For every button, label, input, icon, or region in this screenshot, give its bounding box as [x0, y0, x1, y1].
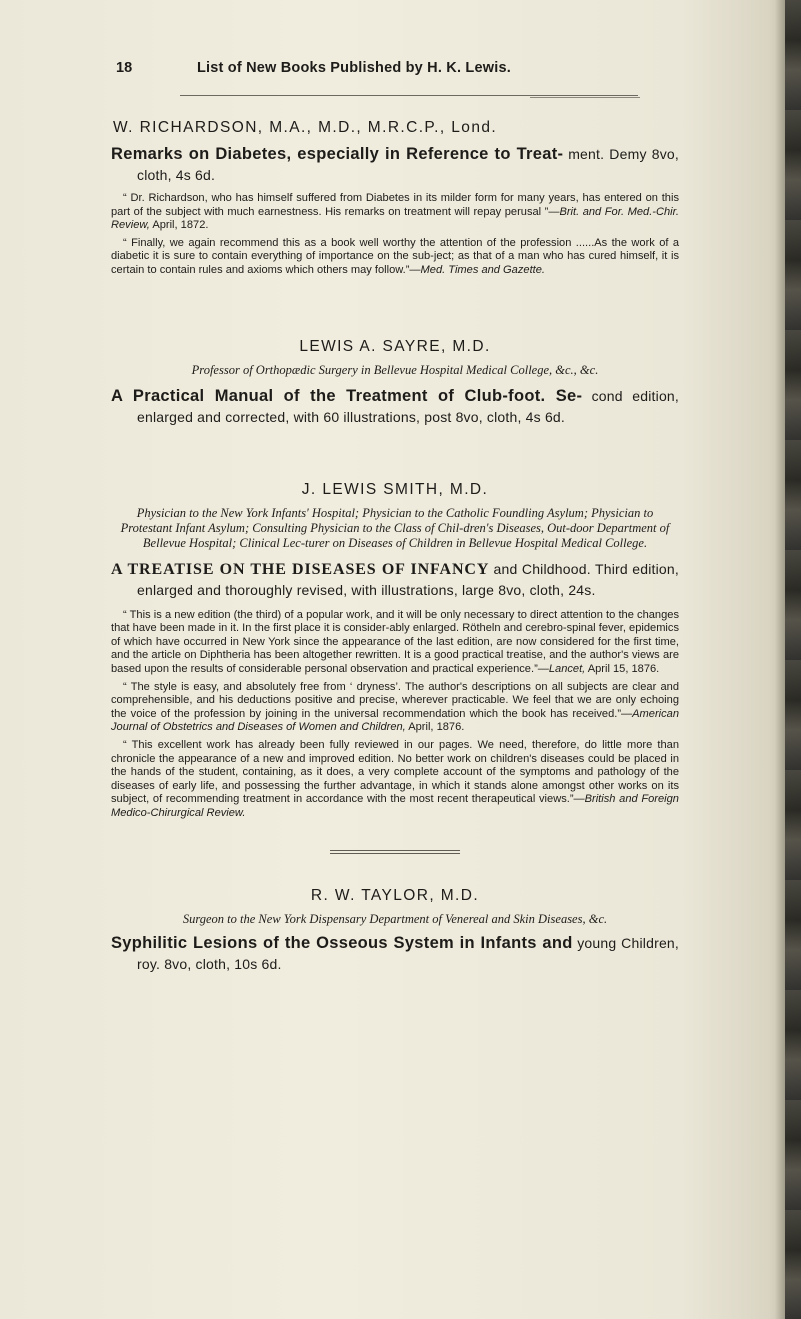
page-content	[111, 118, 679, 975]
page-number: 18	[116, 60, 133, 76]
spacer	[111, 820, 679, 850]
quote-tail: April, 1876.	[405, 721, 465, 734]
author-heading: LEWIS A. SAYRE, M.D.	[299, 337, 491, 355]
quote-source: Lancet,	[548, 662, 586, 675]
author-heading: J. LEWIS SMITH, M.D.	[301, 480, 489, 498]
quote-text: “ The style is easy, and absolutely free from ‘ dryness’. The author's descriptions on all subjects are clear and comprehensible, and his deductions positive and precise, wherever practicable. We feel that we are only echoing the voice of the profession by joining in the universal recommendation which the book has received.”—	[111, 680, 679, 720]
quote-source: Brit. and For. Med.-Chir. Review,	[111, 205, 679, 232]
review-quote	[111, 739, 679, 821]
spacer	[111, 428, 679, 480]
review-quote	[111, 237, 679, 278]
book-title: Remarks on Diabetes, especially in Reference to Treat-	[111, 145, 564, 163]
book-details: ment. Demy 8vo, cloth, 4s 6d.	[137, 146, 679, 183]
divider-double	[330, 850, 460, 854]
author-affiliation: Physician to the New York Infants' Hospital; Physician to the Catholic Foundling Asylum; Physician to Protestant Infant Asylum; Consulting Physician to the Class of Chil-dren's Diseases, Out-door Department of Bellevue Hospital; Clinical Lec-turer on Diseases of Children in Bellevue Hospital Medical College.	[120, 505, 670, 550]
page-binding-edge	[785, 0, 801, 1319]
author-affiliation: Professor of Orthopædic Surgery in Bellevue Hospital Medical College, &c., &c.	[191, 362, 599, 377]
quote-tail: April, 1872.	[149, 219, 209, 232]
review-quote	[111, 681, 679, 735]
entry-smith	[111, 480, 679, 821]
running-head-title: List of New Books Published by H. K. Lewis.	[197, 60, 511, 76]
quote-tail: April 15, 1876.	[585, 662, 660, 675]
quote-source: British and Foreign Medico-Chirurgical Review.	[111, 793, 679, 819]
entry-sayre	[111, 337, 679, 428]
book-entry	[111, 933, 679, 975]
header-rule-2	[530, 97, 640, 98]
page-edge-shadow	[775, 0, 785, 1319]
quote-source: Med. Times and Gazette.	[420, 263, 545, 276]
spacer	[111, 278, 679, 322]
book-entry	[111, 144, 679, 186]
header-rule	[180, 95, 638, 96]
quote-text: “ Finally, we again recommend this as a book well worthy the attention of the profession ......As the work of a diabetic it is sure to contain everything of importance on the sub-ject; as that of a man who has cured himself, it is certain to contain rules and axioms which others may follow.”—	[111, 236, 679, 276]
book-title: A Practical Manual of the Treatment of Club-foot. Se-	[111, 386, 583, 405]
author-heading: R. W. TAYLOR, M.D.	[310, 887, 480, 905]
quote-text: “ This excellent work has already been fully reviewed in our pages. We need, therefore, do little more than chronicle the appearance of a new and improved edition. No better work on children's diseases could be placed in the hands of the student, containing, as it does, a very complete account of the symptoms and pathology of the diseases of early life, and possessing the further advantage, in which it stands alone amongst other works on its subject, of recommending treatment in accordance with the most recent therapeutical views.”—	[111, 738, 679, 806]
author-heading: W. RICHARDSON, M.A., M.D., M.R.C.P., Lond.	[113, 119, 498, 136]
spacer	[111, 856, 679, 886]
entry-taylor	[111, 886, 679, 975]
quote-text: “ This is a new edition (the third) of a popular work, and it will be only necessary to direct attention to the changes that have been made in it. In the first place it is consider-ably enlarged. Rötheln and cerebro-spinal fever, epidemics of which have occurred in New York since the appearance of the last edition, are now considered for the first time, and the article on Diphtheria has been altogether rewritten. It is a good practical treatise, and the author's views are based upon the results of considerable personal observation and practical experience.”—	[111, 608, 679, 675]
review-quote	[111, 609, 679, 677]
book-title: A TREATISE ON THE DISEASES OF INFANCY	[111, 560, 490, 578]
review-quote	[111, 192, 679, 233]
quote-source: American Journal of Obstetrics and Diseases of Women and Children,	[111, 707, 679, 734]
book-entry	[111, 386, 679, 428]
book-details: and Childhood. Third edition, enlarged and thoroughly revised, with illustrations, large 8vo, cloth, 24s.	[137, 560, 679, 598]
book-details: cond edition, enlarged and corrected, with 60 illustrations, post 8vo, cloth, 4s 6d.	[137, 387, 680, 425]
book-details: young Children, roy. 8vo, cloth, 10s 6d.	[137, 935, 680, 973]
entry-richardson	[111, 118, 679, 278]
book-title: Syphilitic Lesions of the Osseous System in Infants and	[111, 934, 573, 953]
book-entry	[111, 559, 679, 601]
quote-text: “ Dr. Richardson, who has himself suffered from Diabetes in its milder form for many years, has entered on this part of the subject with much earnestness. His remarks on treatment will repay perusal ”—	[111, 192, 679, 218]
author-affiliation: Surgeon to the New York Dispensary Department of Venereal and Skin Diseases, &c.	[182, 912, 608, 927]
